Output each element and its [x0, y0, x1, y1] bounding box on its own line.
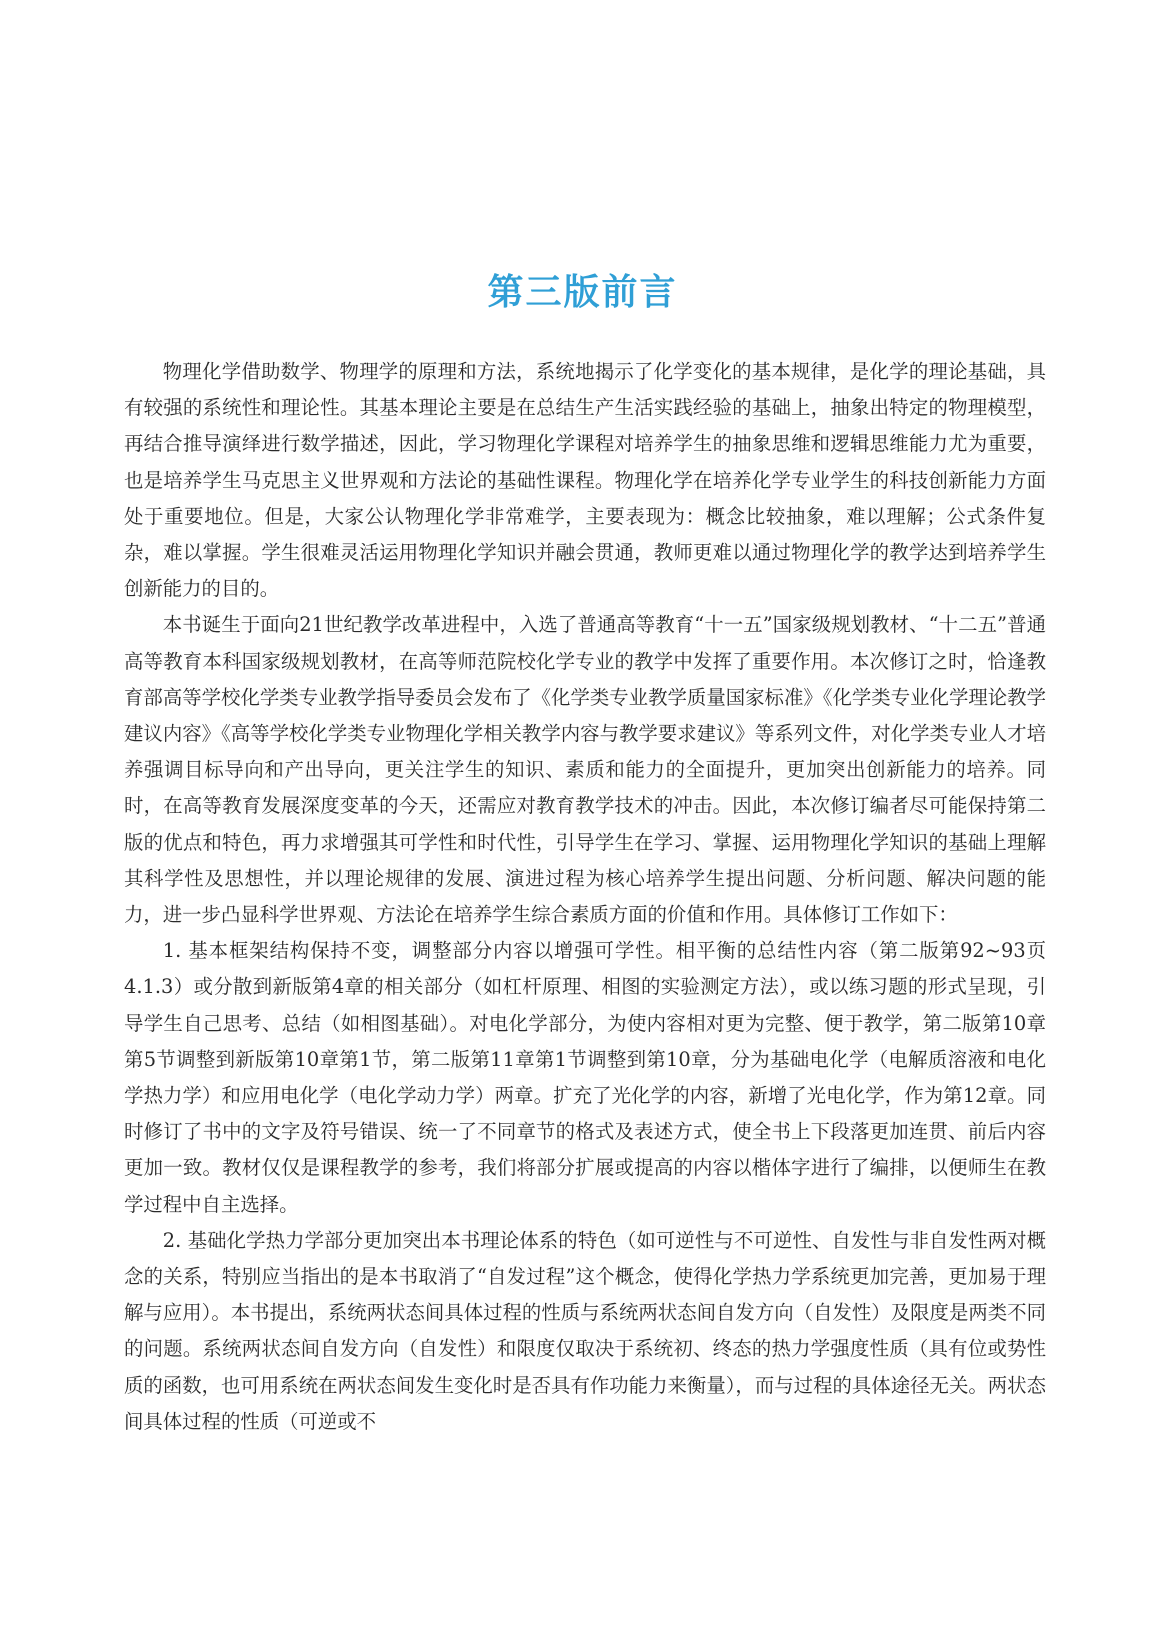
paragraph: 物理化学借助数学、物理学的原理和方法，系统地揭示了化学变化的基本规律，是化学的理论基础，具有较强的系统性和理论性。其基本理论主要是在总结生产生活实践经验的基础上，抽象出特定的物理模型，再结合推导演绎进行数学描述，因此，学习物理化学课程对培养学生的抽象思维和逻辑思维能力尤为重要，也是培养学生马克思主义世界观和方法论的基础性课程。物理化学在培养化学专业学生的科技创新能力方面处于重要地位。但是，大家公认物理化学非常难学，主要表现为：概念比较抽象，难以理解；公式条件复杂，难以掌握。学生很难灵活运用物理化学知识并融会贯通，教师更难以通过物理化学的教学达到培养学生创新能力的目的。 — [124, 360, 1046, 601]
paragraph: 本书诞生于面向21世纪教学改革进程中，入选了普通高等教育“十一五”国家级规划教材、“十二五”普通高等教育本科国家级规划教材，在高等师范院校化学专业的教学中发挥了重要作用。本次修订之时，恰逢教育部高等学校化学类专业教学指导委员会发布了《化学类专业教学质量国家标准》《化学类专业化学理论教学建议内容》《高等学校化学类专业物理化学相关教学内容与教学要求建议》等系列文件，对化学类专业人才培养强调目标导向和产出导向，更关注学生的知识、素质和能力的全面提升，更加突出创新能力的培养。同时，在高等教育发展深度变革的今天，还需应对教育教学技术的冲击。因此，本次修订编者尽可能保持第二版的优点和特色，再力求增强其可学性和时代性，引导学生在学习、掌握、运用物理化学知识的基础上理解其科学性及思想性，并以理论规律的发展、演进过程为核心培养学生提出问题、分析问题、解决问题的能力，进一步凸显科学世界观、方法论在培养学生综合素质方面的价值和作用。具体修订工作如下： — [124, 613, 1046, 927]
document-title: 第三版前言 — [487, 272, 678, 314]
paragraph: 2. 基础化学热力学部分更加突出本书理论体系的特色（如可逆性与不可逆性、自发性与非自发性两对概念的关系，特别应当指出的是本书取消了“自发过程”这个概念，使得化学热力学系统更加完善，更加易于理解与应用）。本书提出，系统两状态间具体过程的性质与系统两状态间自发方向（自发性）及限度是两类不同的问题。系统两状态间自发方向（自发性）和限度仅取决于系统初、终态的热力学强度性质（具有位或势性质的函数，也可用系统在两状态间发生变化时是否具有作功能力来衡量），而与过程的具体途径无关。两状态间具体过程的性质（可逆或不 — [124, 1228, 1046, 1433]
document-body — [124, 354, 1046, 1440]
paragraph: 1. 基本框架结构保持不变，调整部分内容以增强可学性。相平衡的总结性内容（第二版第92~93页4.1.3）或分散到新版第4章的相关部分（如杠杆原理、相图的实验测定方法），或以练习题的形式呈现，引导学生自己思考、总结（如相图基础）。对电化学部分，为使内容相对更为完整、便于教学，第二版第10章第5节调整到新版第10章第1节，第二版第11章第1节调整到第10章，分为基础电化学（电解质溶液和电化学热力学）和应用电化学（电化学动力学）两章。扩充了光化学的内容，新增了光电化学，作为第12章。同时修订了书中的文字及符号错误、统一了不同章节的格式及表述方式，使全书上下段落更加连贯、前后内容更加一致。教材仅仅是课程教学的参考，我们将部分扩展或提高的内容以楷体字进行了编排，以便师生在教学过程中自主选择。 — [124, 939, 1046, 1216]
